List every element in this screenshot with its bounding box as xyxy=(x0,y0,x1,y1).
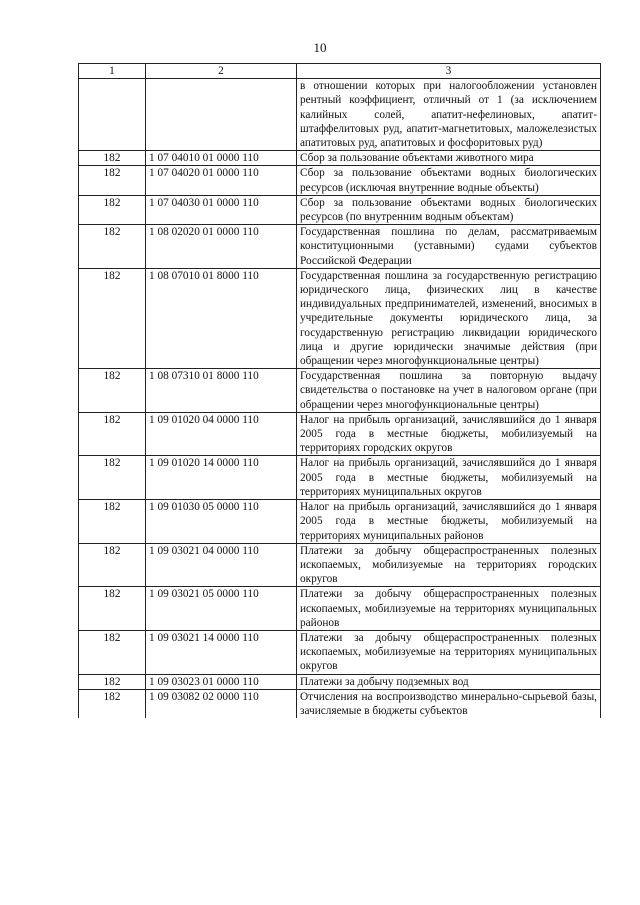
budget-code: 1 07 04010 01 0000 110 xyxy=(146,151,297,166)
budget-code xyxy=(146,79,297,151)
budget-code: 1 09 03021 04 0000 110 xyxy=(146,543,297,587)
admin-code: 182 xyxy=(79,225,146,269)
revenue-description: Платежи за добычу подземных вод xyxy=(297,674,601,689)
table-row xyxy=(79,151,601,166)
admin-code: 182 xyxy=(79,630,146,674)
revenue-description: Налог на прибыль организаций, зачислявшийся до 1 января 2005 года в местные бюджеты, мобилизуемый на территориях городских округов xyxy=(297,412,601,456)
table-header-row xyxy=(79,64,601,79)
budget-code: 1 09 03021 05 0000 110 xyxy=(146,587,297,631)
admin-code: 182 xyxy=(79,674,146,689)
revenue-description: Сбор за пользование объектами водных биологических ресурсов (исключая внутренние водные объекты) xyxy=(297,166,601,195)
table-row xyxy=(79,369,601,413)
revenue-description: Государственная пошлина по делам, рассматриваемым конституционными (уставными) судами субъектов Российской Федерации xyxy=(297,225,601,269)
table-row xyxy=(79,500,601,544)
budget-code: 1 07 04020 01 0000 110 xyxy=(146,166,297,195)
revenue-description: Налог на прибыль организаций, зачислявшийся до 1 января 2005 года в местные бюджеты, мобилизуемый на территориях муниципальных округов xyxy=(297,456,601,500)
budget-code: 1 09 01020 14 0000 110 xyxy=(146,456,297,500)
admin-code: 182 xyxy=(79,166,146,195)
revenue-codes-table xyxy=(78,63,601,718)
admin-code: 182 xyxy=(79,268,146,368)
page-number: 10 xyxy=(313,40,327,55)
table-row xyxy=(79,166,601,195)
budget-code: 1 09 03021 14 0000 110 xyxy=(146,630,297,674)
admin-code: 182 xyxy=(79,195,146,224)
revenue-description: Отчисления на воспроизводство минерально-сырьевой базы, зачисляемые в бюджеты субъектов xyxy=(297,689,601,718)
admin-code: 182 xyxy=(79,500,146,544)
table-row xyxy=(79,456,601,500)
header-col-2: 2 xyxy=(146,64,297,79)
admin-code: 182 xyxy=(79,369,146,413)
revenue-description: в отношении которых при налогообложении установлен рентный коэффициент, отличный от 1 (за исключением калийных солей, апатит-нефелиновых, апатит-штаффелитовых руд, апатит-магнетитовых, маложелезистых апатитовых руд, апатитовых и фосфоритовых руд) xyxy=(297,79,601,151)
budget-code: 1 09 03082 02 0000 110 xyxy=(146,689,297,718)
table-row xyxy=(79,689,601,718)
budget-code: 1 09 03023 01 0000 110 xyxy=(146,674,297,689)
admin-code: 182 xyxy=(79,412,146,456)
table-row xyxy=(79,630,601,674)
revenue-description: Налог на прибыль организаций, зачислявшийся до 1 января 2005 года в местные бюджеты, мобилизуемый на территориях муниципальных районов xyxy=(297,500,601,544)
revenue-description: Государственная пошлина за повторную выдачу свидетельства о постановке на учет в налоговом органе (при обращении через многофункциональные центры) xyxy=(297,369,601,413)
budget-code: 1 09 01030 05 0000 110 xyxy=(146,500,297,544)
revenue-description: Платежи за добычу общераспространенных полезных ископаемых, мобилизуемые на территориях городских округов xyxy=(297,543,601,587)
revenue-description: Платежи за добычу общераспространенных полезных ископаемых, мобилизуемые на территориях муниципальных округов xyxy=(297,630,601,674)
admin-code xyxy=(79,79,146,151)
admin-code: 182 xyxy=(79,543,146,587)
table-row xyxy=(79,543,601,587)
budget-code: 1 07 04030 01 0000 110 xyxy=(146,195,297,224)
header-col-3: 3 xyxy=(297,64,601,79)
table-row xyxy=(79,195,601,224)
revenue-description: Сбор за пользование объектами животного мира xyxy=(297,151,601,166)
budget-code: 1 09 01020 04 0000 110 xyxy=(146,412,297,456)
table-row xyxy=(79,587,601,631)
table-row xyxy=(79,268,601,368)
admin-code: 182 xyxy=(79,456,146,500)
header-col-1: 1 xyxy=(79,64,146,79)
revenue-description: Сбор за пользование объектами водных биологических ресурсов (по внутренним водным объектам) xyxy=(297,195,601,224)
budget-code: 1 08 07310 01 8000 110 xyxy=(146,369,297,413)
revenue-description: Платежи за добычу общераспространенных полезных ископаемых, мобилизуемые на территориях муниципальных районов xyxy=(297,587,601,631)
admin-code: 182 xyxy=(79,587,146,631)
table-row xyxy=(79,79,601,151)
revenue-description: Государственная пошлина за государственную регистрацию юридического лица, физических лиц в качестве индивидуальных предпринимателей, изменений, вносимых в учредительные документы юридического лица, за государственную регистрацию ликвидации юридического лица и другие юридически значимые действия (при обращении через многофункциональные центры) xyxy=(297,268,601,368)
table-row xyxy=(79,674,601,689)
budget-code: 1 08 07010 01 8000 110 xyxy=(146,268,297,368)
table-row xyxy=(79,225,601,269)
admin-code: 182 xyxy=(79,151,146,166)
table-row xyxy=(79,412,601,456)
admin-code: 182 xyxy=(79,689,146,718)
budget-code: 1 08 02020 01 0000 110 xyxy=(146,225,297,269)
